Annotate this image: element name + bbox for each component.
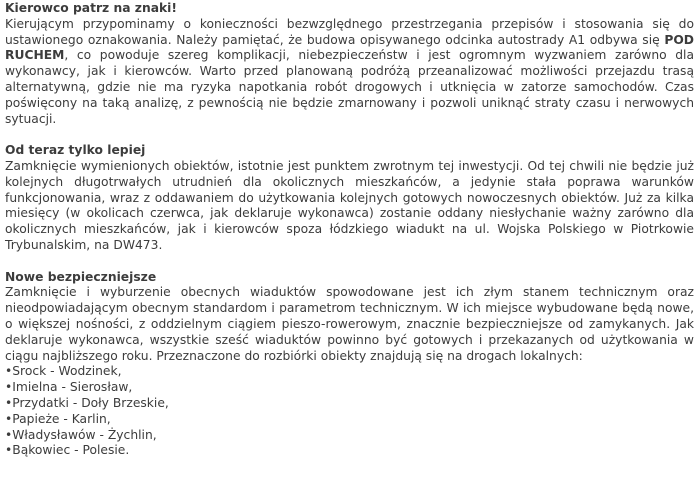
list-item: •Srock - Wodzinek, (5, 364, 122, 379)
section-heading: Nowe bezpieczniejsze (5, 269, 157, 284)
viaduct-list (5, 364, 694, 459)
paragraph-text-end: , co powoduje szereg komplikacji, niebezpieczeństw i jest ogromnym wyzwaniem zarówno dla wykonawcy, jak i kierowców. Warto przed planowaną podróżą przeanalizować możliwości przejazdu trasą alternatywną, gdzie nie ma ryzyka napotkania robót drogowych i utknięcia w zatorze samochodów. Czas poświęcony na taką analizę, z pewnością nie będzie zmarnowany i pozwoli uniknąć straty czasu i nerwowych sytuacji. (5, 48, 694, 126)
list-item: •Przydatki - Doły Brzeskie, (5, 395, 169, 410)
section-paragraph: Zamknięcie i wyburzenie obecnych wiaduktów spowodowane jest ich złym stanem technicznym oraz nieodpowiadającym obecnym standardom i parametrom technicznym. W ich miejsce wybudowane będą nowe, o większej nośności, z oddzielnym ciągiem pieszo-rowerowym, znacznie bezpieczniejsze od zamykanych. Jak deklaruje wykonawca, wszystkie sześć wiaduktów powinno być gotowych i przekazanych od użytkowania w ciągu najbliższego roku. Przeznaczone do rozbiórki obiekty znajdują się na drogach lokalnych: (5, 285, 694, 363)
section-new-safer (5, 270, 694, 460)
paragraph-bold-text: POD RUCHEM (5, 32, 694, 63)
section-better-from-now (5, 143, 694, 254)
section-paragraph: Zamknięcie wymienionych obiektów, istotnie jest punktem zwrotnym tej inwestycji. Od tej chwili nie będzie już kolejnych długotrwałych utrudnień dla okolicznych mieszkańców, a jedynie stała poprawa warunków funkcjonowania, wraz z oddawaniem do użytkowania kolejnych gotowych nowoczesnych obiektów. Już za kilka miesięcy (w okolicach czerwca, jak deklaruje wykonawca) zostanie oddany niesłychanie ważny zarówno dla okolicznych mieszkańców, jak i kierowców spoza łódzkiego wiadukt na ul. Wojska Polskiego w Piotrkowie Trybunalskim, na DW473. (5, 158, 694, 252)
list-item: •Władysławów - Żychlin, (5, 427, 157, 442)
section-heading: Kierowco patrz na znaki! (5, 1, 178, 15)
section-heading: Od teraz tylko lepiej (5, 143, 146, 158)
section-driver-warning (5, 1, 694, 127)
section-paragraph (5, 17, 694, 128)
paragraph-text-start: Kierującym przypominamy o konieczności bezwzględnego przestrzegania przepisów i stosowania się do ustawionego oznakowania. Należy pamiętać, że budowa opisywanego odcinka autostrady A1 odbywa się (5, 16, 694, 47)
list-item: •Imielna - Sierosław, (5, 380, 133, 395)
list-item: •Papieże - Karlin, (5, 411, 111, 426)
list-item: •Bąkowiec - Polesie. (5, 443, 130, 458)
